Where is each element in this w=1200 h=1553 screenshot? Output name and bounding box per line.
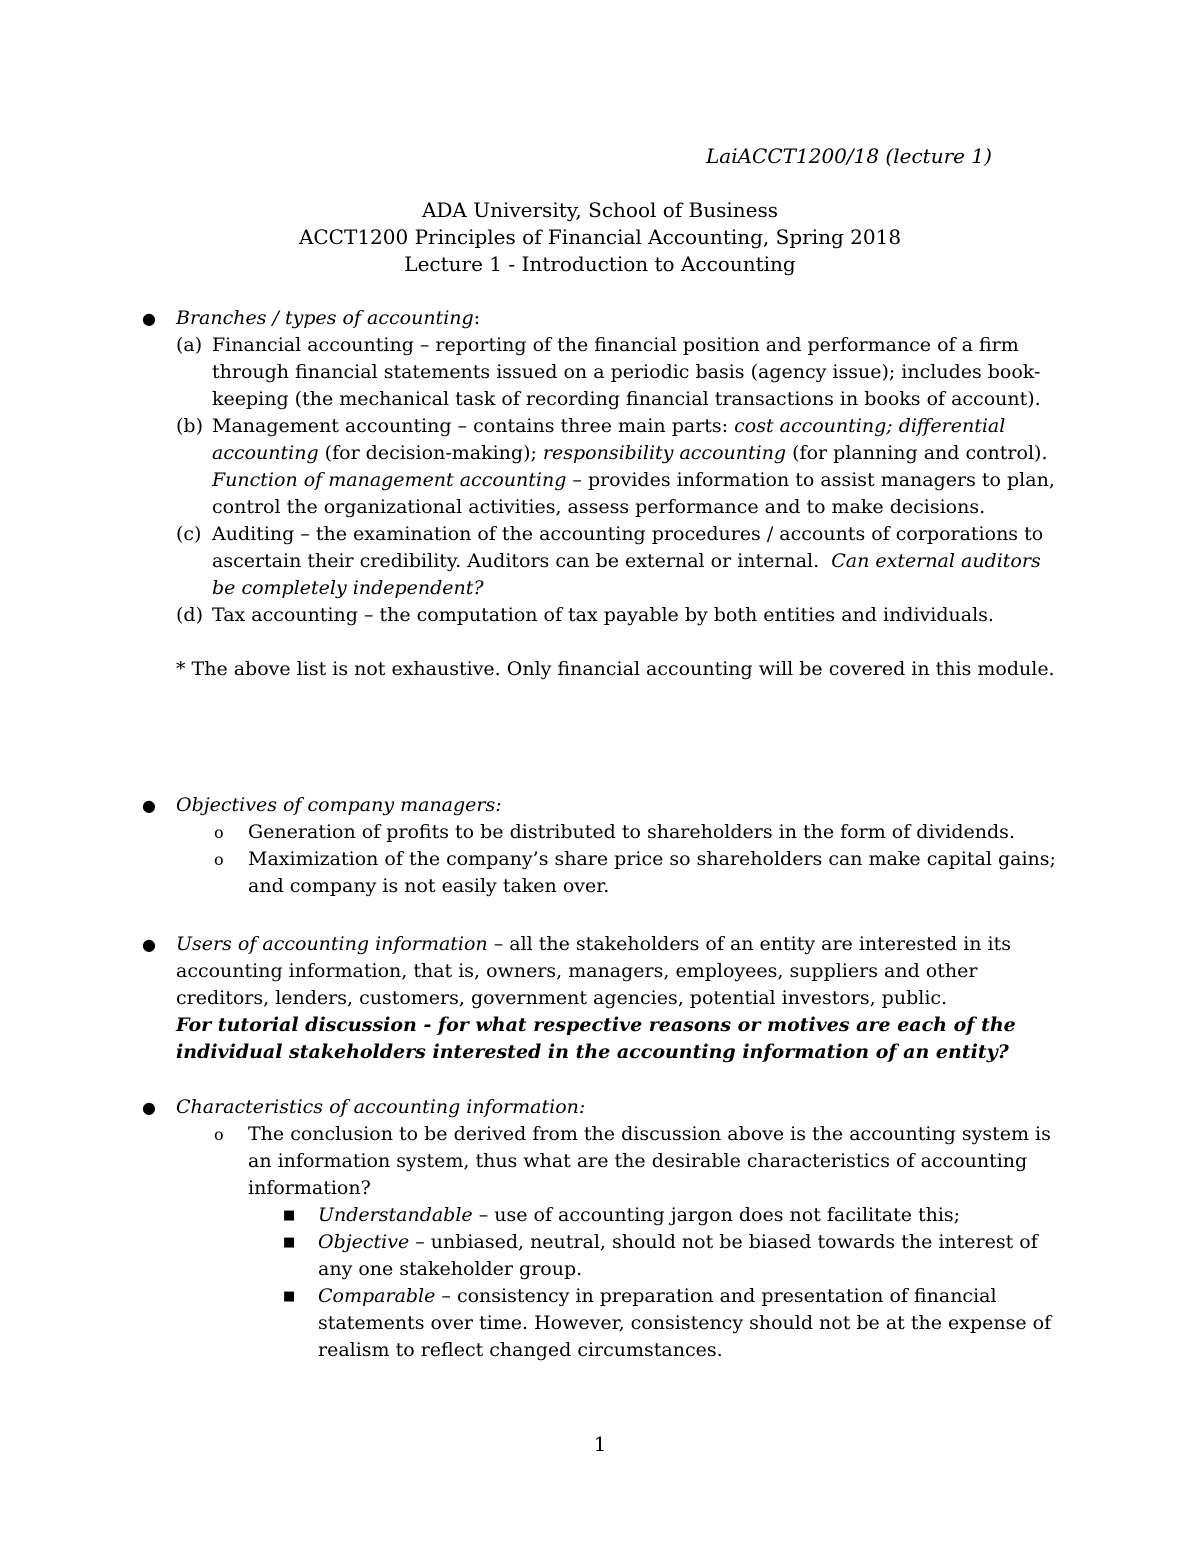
item-emphasis: cost accounting; differential accounting <box>212 415 1006 464</box>
item-text: Management accounting – contains three main parts: <box>212 415 735 437</box>
item-emphasis: Can external auditors be completely independent? <box>212 550 1041 599</box>
branches-note: * The above list is not exhaustive. Only financial accounting will be covered in this module. <box>176 658 1055 680</box>
item-text: Generation of profits to be distributed to shareholders in the form of dividends. <box>248 821 1015 843</box>
item-term: Understandable <box>318 1204 473 1226</box>
list-item <box>176 1121 1066 1202</box>
item-text: – unbiased, neutral, should not be biased towards the interest of any one stakeholder group. <box>318 1231 1038 1280</box>
tutorial-question: For tutorial discussion - for what respective reasons or motives are each of the individual stakeholders interested in the accounting information of an entity? <box>176 1014 1016 1063</box>
characteristics-heading: Characteristics of accounting information: <box>176 1096 586 1118</box>
objectives-heading: Objectives of company managers: <box>176 794 502 816</box>
item-label: (d) <box>176 604 203 626</box>
bullet-icon: ● <box>142 1098 156 1117</box>
item-text: Tax accounting – the computation of tax payable by both entities and individuals. <box>212 604 994 626</box>
item-text: Maximization of the company’s share price so shareholders can make capital gains; and company is not easily taken over. <box>248 848 1056 897</box>
item-label: (a) <box>176 334 203 356</box>
list-item <box>176 1229 1066 1283</box>
circle-bullet-icon: o <box>214 823 224 842</box>
list-item <box>176 332 1066 413</box>
list-item <box>176 602 1066 629</box>
item-label: (b) <box>176 415 203 437</box>
bullet-icon: ● <box>142 796 156 815</box>
item-term: Objective <box>318 1231 410 1253</box>
circle-bullet-icon: o <box>214 850 224 869</box>
characteristics-section <box>142 1094 1066 1364</box>
item-label: (c) <box>176 523 202 545</box>
bullet-icon: ● <box>142 935 156 954</box>
item-text: – use of accounting jargon does not facilitate this; <box>472 1204 961 1226</box>
list-item <box>176 1283 1066 1364</box>
objectives-section <box>142 792 1066 900</box>
branches-heading: Branches / types of accounting: <box>176 307 481 329</box>
item-text: Auditing – the examination of the accounting procedures / accounts of corporations to ascertain their credibility. Auditors can be external or internal. <box>212 523 1050 572</box>
item-term: Comparable <box>318 1285 436 1307</box>
square-bullet-icon: ■ <box>283 1208 296 1223</box>
list-item <box>176 1202 1066 1229</box>
institution-title: ADA University, School of Business <box>421 198 779 222</box>
course-title: ACCT1200 Principles of Financial Accounting, Spring 2018 <box>298 225 902 249</box>
bullet-icon: ● <box>142 309 156 328</box>
item-text: (for planning and control). <box>786 442 1048 464</box>
circle-bullet-icon: o <box>214 1125 224 1144</box>
item-text: The conclusion to be derived from the discussion above is the accounting system is an information system, thus what are the desirable characteristics of accounting information? <box>248 1123 1051 1199</box>
users-section <box>142 931 1066 1066</box>
document-reference: LaiACCT1200/18 (lecture 1) <box>706 144 992 168</box>
title-block <box>0 197 1200 278</box>
item-text: – consistency in preparation and presentation of financial statements over time. However, consistency should not be at the expense of realism to reflect changed circumstances. <box>318 1285 1052 1361</box>
page-number: 1 <box>593 1432 607 1456</box>
square-bullet-icon: ■ <box>283 1289 296 1304</box>
item-text: Financial accounting – reporting of the financial position and performance of a firm through financial statements issued on a periodic basis (agency issue); includes book-keeping (the mechanical task of recording financial transactions in books of account). <box>212 334 1041 410</box>
square-bullet-icon: ■ <box>283 1235 296 1250</box>
lecture-title: Lecture 1 - Introduction to Accounting <box>404 252 796 276</box>
branches-section <box>142 305 1066 683</box>
item-emphasis: Function of management accounting <box>212 469 567 491</box>
list-item <box>176 846 1066 900</box>
list-item <box>176 819 1066 846</box>
item-emphasis: responsibility accounting <box>542 442 787 464</box>
item-text: (for decision-making); <box>318 442 543 464</box>
users-paragraph: Users of accounting information – all the stakeholders of an entity are interested in its accounting information, that is, owners, managers, employees, suppliers and other creditors, lenders, customers, government agencies, potential investors, public. <box>176 933 1012 1009</box>
list-item <box>176 413 1066 521</box>
list-item <box>176 521 1066 602</box>
item-text: – provides information to assist managers to plan, control the organizational activities, assess performance and to make decisions. <box>212 469 1055 518</box>
